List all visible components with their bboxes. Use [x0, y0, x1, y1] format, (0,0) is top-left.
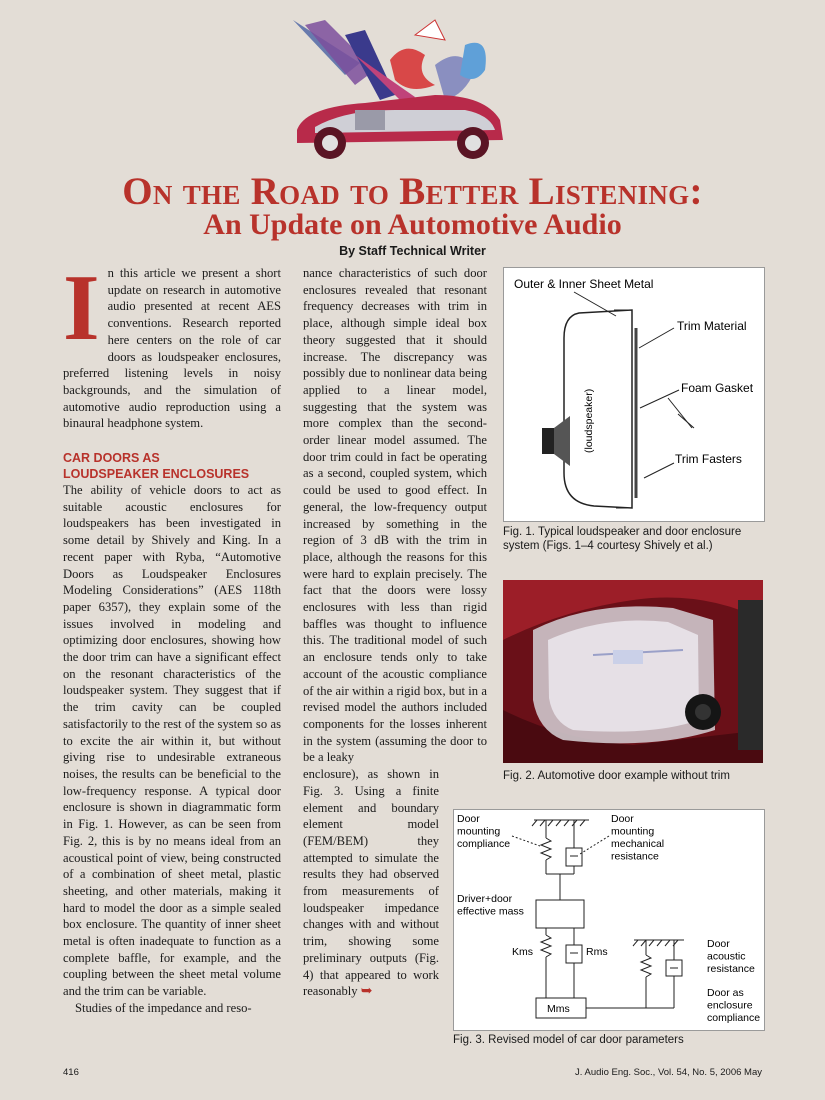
fig3-label-mms: Mms [547, 1003, 570, 1015]
fig3-label-kms: Kms [512, 946, 533, 958]
fig3-label-mounting-compliance: Door mounting compliance [457, 813, 511, 850]
figure-2-photo [503, 580, 763, 763]
intro-paragraph: n this article we present a short update on research in automotive audio presented at recent AES conventions. Research reported here centers on the role of car doors as loudspeaker enclosures, preferred listening levels in noisy backgrounds, and the simulation of automotive audio reproduction using a binaural headphone system. [63, 266, 281, 431]
article-subtitle: An Update on Automotive Audio [203, 208, 622, 241]
fig3-label-rms: Rms [586, 946, 608, 958]
byline: By Staff Technical Writer [339, 244, 486, 258]
body-paragraph-continued: Studies of the impedance and reso- [75, 1000, 252, 1015]
fig1-label-trim-fasteners: Trim Fasters [675, 452, 742, 466]
body-paragraph: nance characteristics of such door enclosures revealed that resonant frequency decreases with trim in place, although simple ideal box theory suggested that it should increase. The discrepancy was possibly due to nonlinear data being applied to a linear model, suggesting that the system was more complex than the second-order linear model assumed. The door trim could in fact be operating as a second, coupled system, which could be used to good effect. In general, the low-frequency output increased by something in the region of 3 dB with the trim in place, although the reasons for this were hard to explain precisely. The fact that the doors were lossy enclosures with less than rigid baffles was thought to influence this. The traditional model of such an enclosure tends only to take account of the acoustic compliance of the air within a rigid box, but in a revised model the authors included components for the losses inherent in the system (assuming the door to be a leaky [303, 266, 487, 765]
fig1-speaker-label: (loudspeaker) [583, 388, 595, 453]
figure-1-caption: Fig. 1. Typical loudspeaker and door enclosure system (Figs. 1–4 courtesy Shively et al.) [503, 526, 742, 552]
body-paragraph-narrow: enclosure), as shown in Fig. 3. Using a finite element and boundary element model (FEM/BEM) they attempted to simulate the results they had observed from measurements of loudspeaker impedance changes with and without trim, showing some preliminary outputs (Fig. 4) that appeared to work reasonably ➥ [303, 767, 439, 1000]
fig3-label-driver-door-mass: Driver+door effective mass [457, 893, 524, 918]
fig3-label-mounting-resistance: Door mounting mechanical resistance [611, 813, 665, 863]
figure-3-circuit-diagram [453, 809, 765, 1031]
fig3-label-acoustic-resistance: Door acoustic resistance [707, 938, 755, 975]
drop-cap: I [63, 256, 100, 360]
page-number: 416 [63, 1067, 79, 1078]
fig1-label-outer-sheet-metal: Outer & Inner Sheet Metal [514, 277, 654, 291]
journal-citation: J. Audio Eng. Soc., Vol. 54, No. 5, 2006 May [575, 1067, 762, 1078]
continue-arrow-icon: ➥ [360, 983, 373, 1000]
fig1-label-foam-gasket: Foam Gasket [681, 381, 754, 395]
fig3-label-enclosure-compliance: Door as enclosure compliance [707, 987, 761, 1024]
text-column-1 [63, 256, 281, 1017]
article-title: On the Road to Better Listening: [122, 170, 703, 213]
header-car-illustration [285, 15, 515, 165]
fig1-label-trim-material: Trim Material [677, 319, 747, 333]
figure-1-diagram [503, 267, 765, 522]
section-heading: CAR DOORS AS LOUDSPEAKER ENCLOSURES [63, 451, 250, 482]
body-paragraph: The ability of vehicle doors to act as suitable acoustic enclosures for loudspeakers has been investigated in some detail by Shively and King. In a recent paper with Ryba, “Automotive Doors as Loudspeaker Enclosures Modeling Considerations” (AES 118th paper 6357), they explain some of the issues involved in modeling and optimizing door enclosures, showing how the door trim can have a significant effect on the resonant characteristics of the loudspeaker system. They suggest that if the trim cavity can be coupled satisfactorily to the rest of the system so as to excite the air within it, but without giving rise to undesirable extraneous noises, the results can be beneficial to the low-frequency response. A typical door enclosure is shown in diagrammatic form in Fig. 1. However, as can be seen from Fig. 2, this is by no means ideal from an acoustical point of view, being constructed of a combination of sheet metal, plastic sheeting, and other materials, making it hard to model the door as a simple sealed box enclosure. The quantity of inner sheet metal is often inadequate to function as a complete baffle, for example, and the coupling between the sheet metal volume and the trim can be variable. [63, 483, 281, 999]
figure-3-caption: Fig. 3. Revised model of car door parameters [453, 1034, 684, 1046]
figure-2-caption: Fig. 2. Automotive door example without trim [503, 770, 730, 782]
